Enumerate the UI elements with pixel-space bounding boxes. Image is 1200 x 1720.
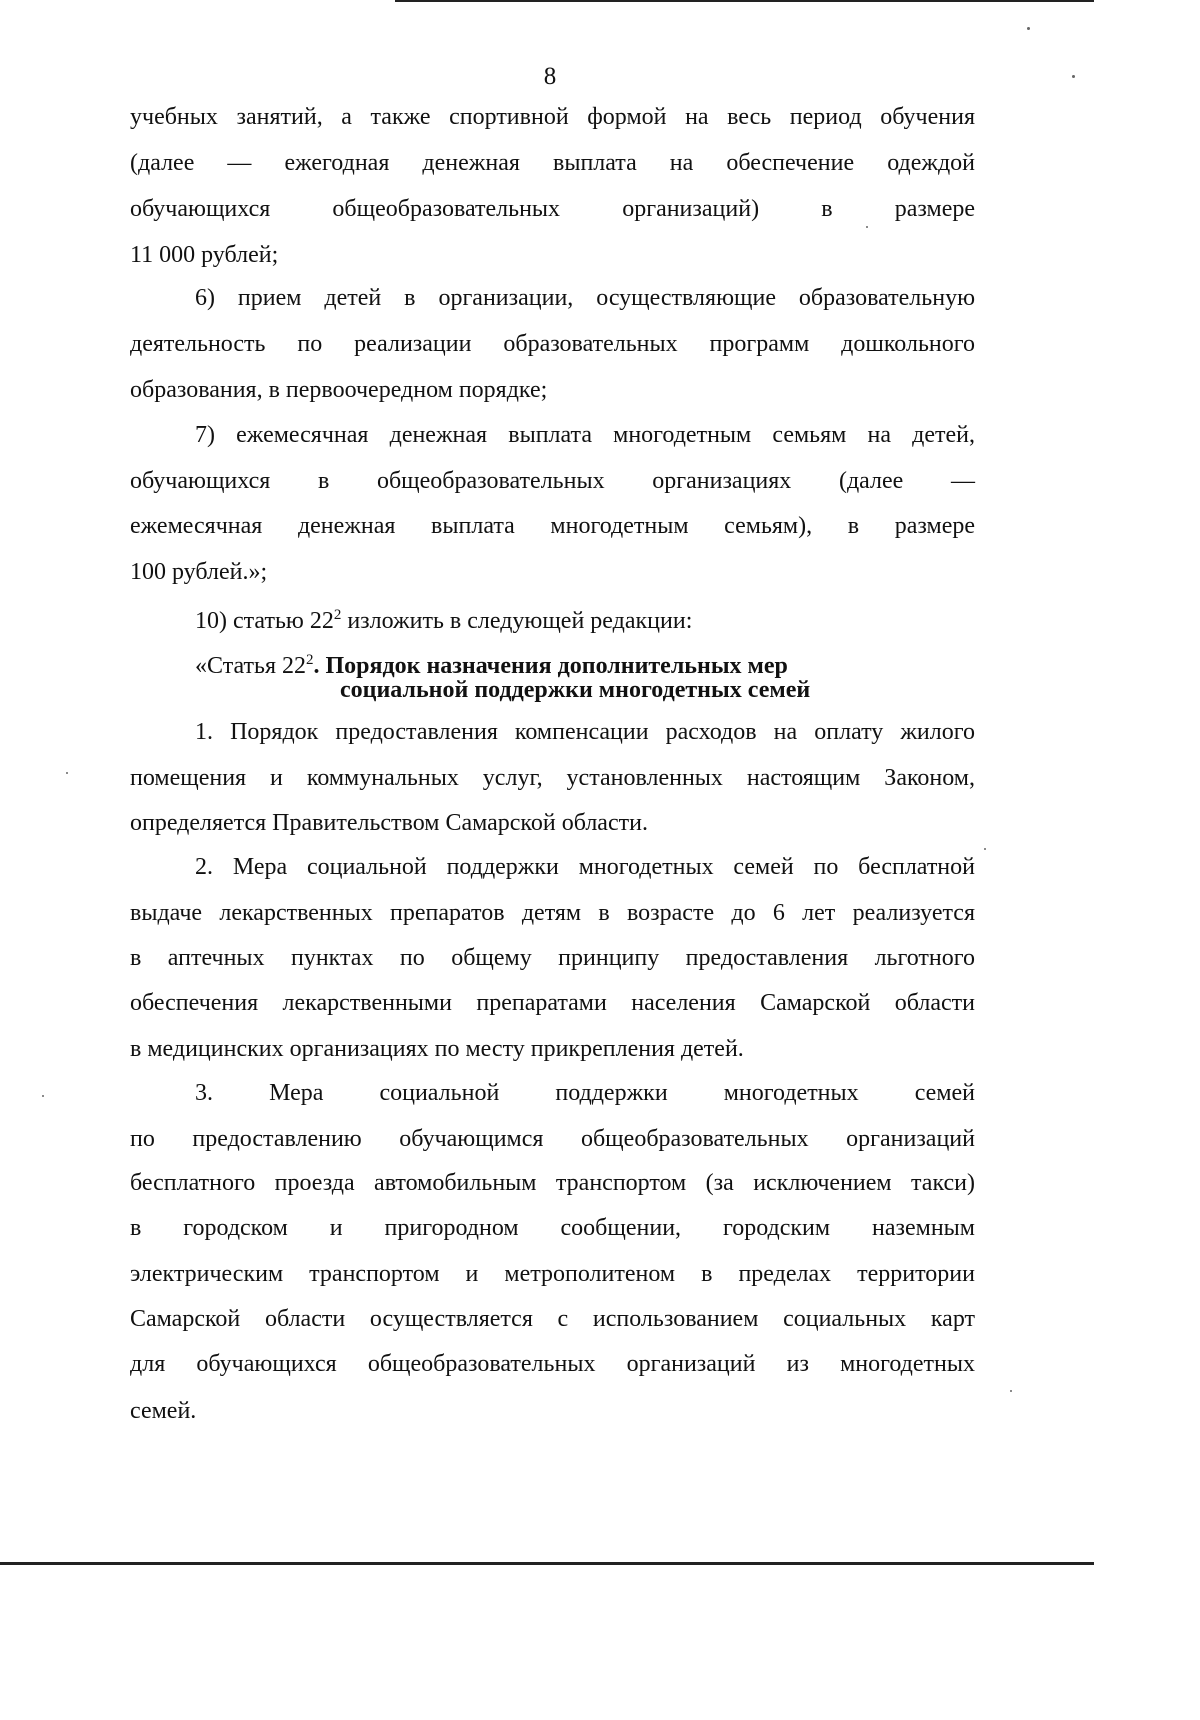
text-line: электрическим транспортом и метрополитеном в пределах территории <box>130 1261 975 1287</box>
text-line: обучающихся в общеобразовательных организациях (далее — <box>130 468 975 494</box>
text-line: 3. Мера социальной поддержки многодетных семей <box>195 1080 975 1106</box>
scan-top-edge <box>395 0 1094 2</box>
scan-speck <box>1010 1390 1012 1392</box>
text-line: по предоставлению обучающимся общеобразовательных организаций <box>130 1126 975 1152</box>
text-line: ежемесячная денежная выплата многодетным семьям), в размере <box>130 513 975 539</box>
text-line: бесплатного проезда автомобильным транспортом (за исключением такси) <box>130 1170 975 1196</box>
text-line: обучающихся общеобразовательных организаций) в размере <box>130 196 975 222</box>
text-line: в аптечных пунктах по общему принципу предоставления льготного <box>130 945 975 971</box>
scan-speck <box>66 772 68 774</box>
text-line: 100 рублей.»; <box>130 559 268 585</box>
text-line: выдаче лекарственных препаратов детям в возрасте до 6 лет реализуется <box>130 900 975 926</box>
scan-speck <box>42 1095 44 1097</box>
heading-title: социальной поддержки многодетных семей <box>340 677 811 703</box>
text-line: определяется Правительством Самарской области. <box>130 810 648 836</box>
text-line: Самарской области осуществляется с использованием социальных карт <box>130 1306 975 1332</box>
scan-bottom-edge <box>0 1562 1094 1565</box>
text-line: 1. Порядок предоставления компенсации расходов на оплату жилого <box>195 719 975 745</box>
text-line: деятельность по реализации образовательных программ дошкольного <box>130 331 975 357</box>
text-line: 6) прием детей в организации, осуществляющие образовательную <box>195 285 975 311</box>
text-line: образования, в первоочередном порядке; <box>130 377 548 403</box>
text-line: в медицинских организациях по месту прикрепления детей. <box>130 1036 744 1062</box>
superscript: 2 <box>305 652 314 668</box>
text-line: 2. Мера социальной поддержки многодетных семей по бесплатной <box>195 854 975 880</box>
heading-prefix: «Статья 22 <box>195 653 306 679</box>
heading-title: . Порядок назначения дополнительных мер <box>313 653 788 679</box>
text-line: в городском и пригородном сообщении, городским наземным <box>130 1215 975 1241</box>
text-fragment: изложить в следующей редакции: <box>341 608 693 634</box>
scan-speck <box>866 226 868 228</box>
text-fragment: 10) статью 22 <box>195 608 334 634</box>
scan-speck <box>984 848 986 850</box>
text-line: (далее — ежегодная денежная выплата на обеспечение одеждой <box>130 150 975 176</box>
text-line: 11 000 рублей; <box>130 242 279 268</box>
text-line: помещения и коммунальных услуг, установленных настоящим Законом, <box>130 765 975 791</box>
text-line: семей. <box>130 1398 197 1424</box>
scan-speck <box>1027 27 1030 30</box>
text-line: обеспечения лекарственными препаратами населения Самарской области <box>130 990 975 1016</box>
text-line: для обучающихся общеобразовательных организаций из многодетных <box>130 1351 975 1377</box>
text-line: учебных занятий, а также спортивной формой на весь период обучения <box>130 104 975 130</box>
article-heading-line-2 <box>340 675 810 705</box>
text-line <box>195 600 975 634</box>
superscript: 2 <box>333 607 342 623</box>
page-number: 8 <box>543 63 557 90</box>
text-line: 7) ежемесячная денежная выплата многодетным семьям на детей, <box>195 422 975 448</box>
